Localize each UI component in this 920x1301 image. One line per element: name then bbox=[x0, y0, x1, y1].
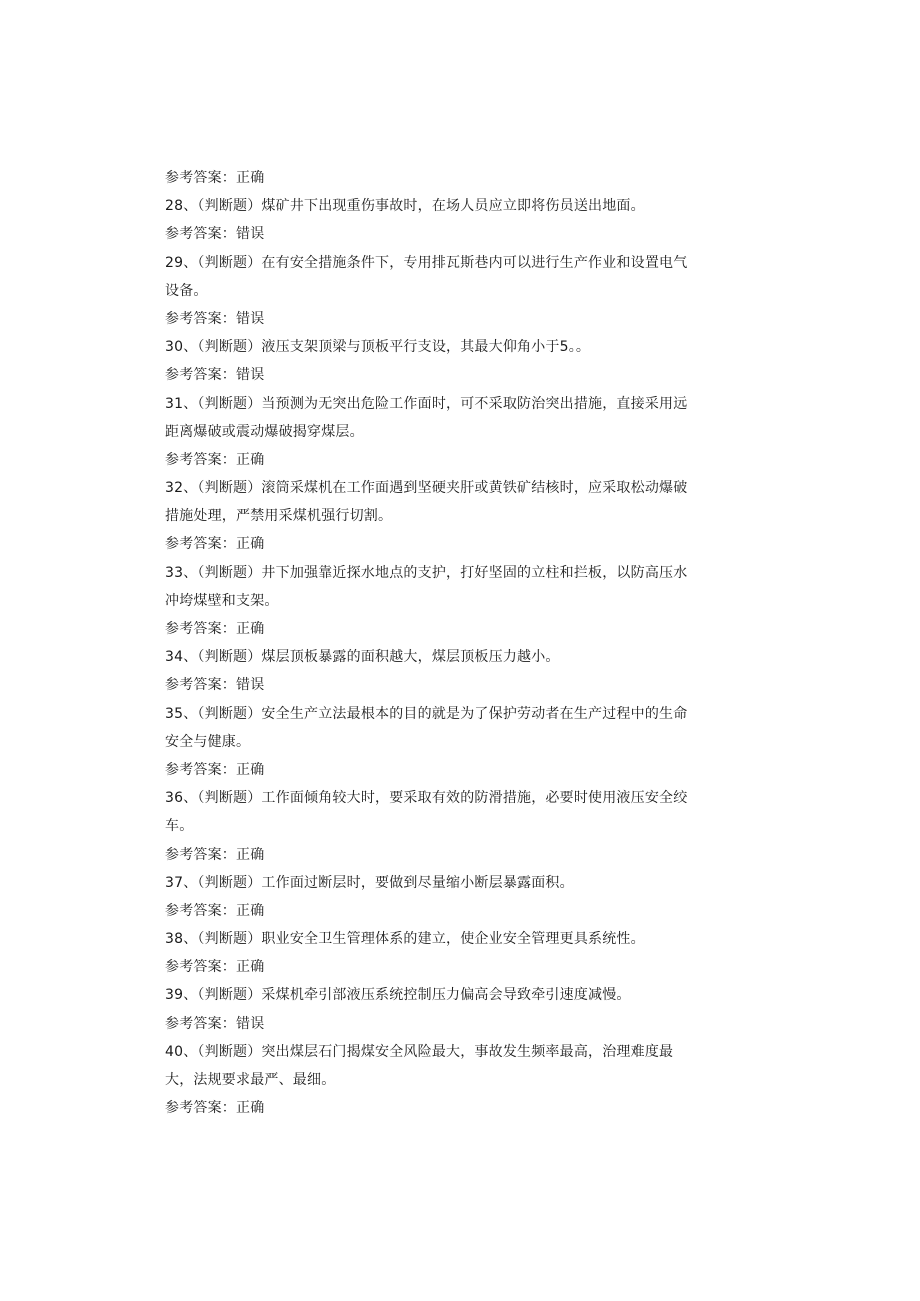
question-type: （判断题） bbox=[197, 339, 262, 356]
question-line bbox=[165, 925, 745, 953]
question-line bbox=[165, 559, 745, 587]
answer-value: 正确 bbox=[236, 536, 265, 553]
answer-line bbox=[165, 671, 745, 699]
question-text: 在有安全措施条件下，专用排瓦斯巷内可以进行生产作业和设置电气 bbox=[261, 254, 688, 271]
question-type: （判断题） bbox=[197, 480, 262, 497]
question-text: 措施处理，严禁用采煤机强行切割。 bbox=[165, 508, 393, 525]
question-number: 34、 bbox=[165, 649, 198, 666]
answer-label: 参考答案： bbox=[165, 1015, 236, 1032]
answer-line bbox=[165, 841, 745, 869]
question-text: 当预测为无突出危险工作面时，可不采取防治突出措施，直接采用远 bbox=[261, 395, 688, 412]
question-text: 突出煤层石门揭煤安全风险最大，事故发生频率最高，治理难度最 bbox=[261, 1043, 674, 1060]
answer-value: 错误 bbox=[236, 367, 265, 384]
answer-line bbox=[165, 361, 745, 389]
question-line bbox=[165, 333, 745, 361]
question-continuation-line bbox=[165, 728, 745, 756]
question-line bbox=[165, 643, 745, 671]
answer-line bbox=[165, 220, 745, 248]
answer-line bbox=[165, 756, 745, 784]
answer-value: 正确 bbox=[236, 170, 265, 186]
answer-value: 错误 bbox=[236, 677, 265, 694]
answer-label: 参考答案： bbox=[165, 902, 236, 919]
answer-label: 参考答案： bbox=[165, 846, 236, 863]
question-continuation-line bbox=[165, 502, 745, 530]
question-type: （判断题） bbox=[197, 874, 262, 891]
answer-value: 正确 bbox=[236, 902, 265, 919]
question-type: （判断题） bbox=[197, 931, 262, 948]
answer-line bbox=[165, 1010, 745, 1038]
question-type: （判断题） bbox=[197, 649, 262, 666]
answer-value: 正确 bbox=[236, 959, 265, 976]
question-text: 车。 bbox=[165, 818, 194, 835]
question-continuation-line bbox=[165, 587, 745, 615]
question-type: （判断题） bbox=[197, 790, 262, 807]
question-text: 冲垮煤壁和支架。 bbox=[165, 592, 279, 609]
question-line bbox=[165, 981, 745, 1009]
answer-label: 参考答案： bbox=[165, 621, 236, 637]
question-line bbox=[165, 700, 745, 728]
question-number: 40、 bbox=[165, 1043, 198, 1060]
answer-line bbox=[165, 953, 745, 981]
answer-label: 参考答案： bbox=[165, 536, 236, 553]
answer-value: 正确 bbox=[236, 451, 265, 468]
answer-value: 错误 bbox=[236, 226, 265, 243]
question-type: （判断题） bbox=[197, 705, 262, 722]
answer-value: 正确 bbox=[236, 621, 265, 637]
question-text: 采煤机牵引部液压系统控制压力偏高会导致牵引速度减慢。 bbox=[261, 987, 631, 1004]
answer-label: 参考答案： bbox=[165, 170, 236, 186]
answer-line bbox=[165, 897, 745, 925]
answer-line bbox=[165, 1094, 745, 1122]
question-type: （判断题） bbox=[197, 564, 262, 581]
answer-label: 参考答案： bbox=[165, 310, 236, 327]
question-line bbox=[165, 1038, 745, 1066]
answer-value: 错误 bbox=[236, 1015, 265, 1032]
question-line bbox=[165, 869, 745, 897]
question-text: 距离爆破或震动爆破揭穿煤层。 bbox=[165, 423, 364, 440]
question-text: 工作面倾角较大时，要采取有效的防滑措施，必要时使用液压安全绞 bbox=[261, 790, 688, 807]
answer-line bbox=[165, 164, 745, 192]
answer-value: 正确 bbox=[236, 846, 265, 863]
answer-line bbox=[165, 615, 745, 643]
question-text: 大，法规要求最严、最细。 bbox=[165, 1072, 336, 1088]
question-number: 30、 bbox=[165, 339, 198, 356]
question-continuation-line bbox=[165, 418, 745, 446]
question-type: （判断题） bbox=[197, 254, 262, 271]
question-text: 液压支架顶梁与顶板平行支设，其最大仰角小于5。。 bbox=[261, 339, 591, 356]
answer-label: 参考答案： bbox=[165, 367, 236, 384]
question-line bbox=[165, 390, 745, 418]
question-type: （判断题） bbox=[197, 198, 262, 215]
question-text: 煤层顶板暴露的面积越大，煤层顶板压力越小。 bbox=[261, 649, 560, 666]
question-line bbox=[165, 249, 745, 277]
question-continuation-line bbox=[165, 277, 745, 305]
answer-line bbox=[165, 446, 745, 474]
question-text: 设备。 bbox=[165, 282, 208, 299]
question-number: 28、 bbox=[165, 198, 198, 215]
question-text: 职业安全卫生管理体系的建立，使企业安全管理更具系统性。 bbox=[261, 931, 645, 948]
question-number: 29、 bbox=[165, 254, 198, 271]
question-number: 35、 bbox=[165, 705, 198, 722]
question-number: 36、 bbox=[165, 790, 198, 807]
question-number: 31、 bbox=[165, 395, 198, 412]
question-list bbox=[165, 164, 745, 1122]
answer-value: 正确 bbox=[236, 1100, 265, 1117]
answer-value: 错误 bbox=[236, 310, 265, 327]
answer-label: 参考答案： bbox=[165, 761, 236, 778]
question-line bbox=[165, 192, 745, 220]
question-line bbox=[165, 784, 745, 812]
question-text: 煤矿井下出现重伤事故时，在场人员应立即将伤员送出地面。 bbox=[261, 198, 645, 215]
question-number: 32、 bbox=[165, 480, 198, 497]
question-number: 33、 bbox=[165, 564, 198, 581]
question-number: 39、 bbox=[165, 987, 198, 1004]
answer-label: 参考答案： bbox=[165, 451, 236, 468]
answer-line bbox=[165, 530, 745, 558]
question-text: 滚筒采煤机在工作面遇到坚硬夹肝或黄铁矿结核时，应采取松动爆破 bbox=[261, 480, 688, 497]
question-number: 37、 bbox=[165, 874, 198, 891]
question-text: 工作面过断层时，要做到尽量缩小断层暴露面积。 bbox=[261, 874, 574, 891]
question-text: 井下加强靠近探水地点的支护，打好坚固的立柱和拦板，以防高压水 bbox=[261, 564, 688, 581]
question-number: 38、 bbox=[165, 931, 198, 948]
question-continuation-line bbox=[165, 1066, 745, 1094]
question-type: （判断题） bbox=[197, 987, 262, 1004]
question-continuation-line bbox=[165, 812, 745, 840]
answer-label: 参考答案： bbox=[165, 1100, 236, 1117]
answer-line bbox=[165, 305, 745, 333]
answer-label: 参考答案： bbox=[165, 959, 236, 976]
question-line bbox=[165, 474, 745, 502]
question-text: 安全生产立法最根本的目的就是为了保护劳动者在生产过程中的生命 bbox=[261, 705, 688, 722]
question-text: 安全与健康。 bbox=[165, 733, 251, 750]
answer-label: 参考答案： bbox=[165, 677, 236, 694]
answer-label: 参考答案： bbox=[165, 226, 236, 243]
answer-value: 正确 bbox=[236, 761, 265, 778]
question-type: （判断题） bbox=[197, 395, 262, 412]
question-type: （判断题） bbox=[197, 1043, 262, 1060]
